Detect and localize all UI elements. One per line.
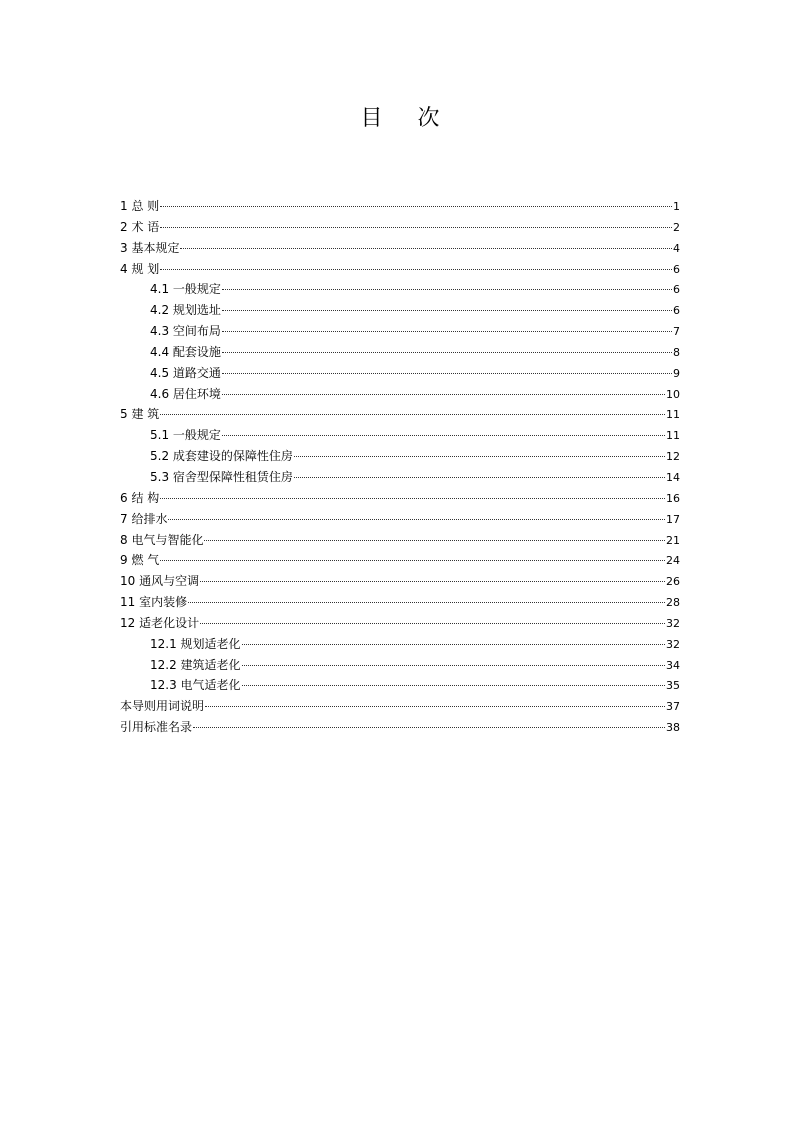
toc-entry-page-number: 37 — [666, 700, 680, 714]
toc-entry[interactable] — [120, 571, 680, 592]
toc-entry[interactable] — [120, 196, 680, 217]
toc-entry[interactable] — [120, 530, 680, 551]
dot-leader — [222, 435, 665, 436]
dot-leader — [193, 727, 665, 728]
toc-entry-page-number: 2 — [673, 220, 680, 234]
dot-leader — [160, 227, 672, 228]
toc-entry[interactable] — [120, 404, 680, 425]
toc-entry-page-number: 1 — [673, 200, 680, 213]
toc-entry[interactable] — [120, 217, 680, 238]
toc-entry-page-number: 6 — [673, 262, 680, 276]
toc-entry-page-number: 35 — [666, 679, 680, 693]
dot-leader — [294, 456, 665, 457]
toc-entry[interactable] — [120, 384, 680, 405]
dot-leader — [222, 331, 672, 332]
table-of-contents — [120, 196, 680, 738]
toc-entry[interactable] — [120, 279, 680, 300]
toc-entry-label: 11 室内装修 — [120, 595, 188, 610]
toc-entry-label: 3 基本规定 — [120, 240, 180, 255]
toc-entry-label: 4.1 一般规定 — [150, 282, 221, 297]
toc-entry-label: 10 通风与空调 — [120, 574, 200, 589]
toc-entry-label: 5.1 一般规定 — [150, 428, 221, 443]
toc-entry[interactable] — [120, 717, 680, 738]
toc-entry[interactable] — [120, 238, 680, 259]
toc-entry-label: 4.4 配套设施 — [150, 344, 221, 359]
dot-leader — [200, 623, 665, 624]
toc-entry[interactable] — [120, 425, 680, 446]
toc-entry-page-number: 14 — [666, 470, 680, 484]
toc-entry-page-number: 4 — [673, 241, 680, 255]
dot-leader — [204, 540, 665, 541]
toc-entry-label: 12.3 电气适老化 — [150, 678, 241, 693]
toc-entry[interactable] — [120, 550, 680, 571]
toc-entry[interactable] — [120, 342, 680, 363]
dot-leader — [160, 269, 672, 270]
toc-entry-page-number: 12 — [666, 450, 680, 464]
toc-entry[interactable] — [120, 675, 680, 696]
toc-entry-label: 4.5 道路交通 — [150, 365, 221, 380]
toc-entry[interactable] — [120, 446, 680, 467]
dot-leader — [222, 373, 672, 374]
toc-entry-label: 9 燃 气 — [120, 553, 160, 568]
toc-entry-page-number: 6 — [673, 283, 680, 297]
toc-entry-label: 8 电气与智能化 — [120, 532, 204, 547]
dot-leader — [222, 394, 665, 395]
toc-entry-page-number: 7 — [673, 325, 680, 339]
dot-leader — [180, 248, 672, 249]
dot-leader — [188, 602, 665, 603]
toc-entry-label: 6 结 构 — [120, 490, 160, 505]
dot-leader — [242, 685, 665, 686]
toc-entry-page-number: 34 — [666, 658, 680, 672]
toc-entry-label: 4.3 空间布局 — [150, 324, 221, 339]
toc-entry-page-number: 28 — [666, 596, 680, 610]
toc-entry-page-number: 24 — [666, 554, 680, 568]
toc-entry[interactable] — [120, 634, 680, 655]
toc-entry[interactable] — [120, 300, 680, 321]
dot-leader — [168, 519, 665, 520]
toc-entry[interactable] — [120, 696, 680, 717]
toc-entry-page-number: 9 — [673, 366, 680, 380]
toc-entry[interactable] — [120, 363, 680, 384]
toc-entry-label: 7 给排水 — [120, 511, 168, 526]
toc-entry-page-number: 10 — [666, 387, 680, 401]
dot-leader — [160, 560, 665, 561]
dot-leader — [205, 706, 665, 707]
dot-leader — [160, 498, 665, 499]
toc-entry-page-number: 6 — [673, 304, 680, 318]
toc-entry-label: 5.3 宿舍型保障性租赁住房 — [150, 469, 293, 484]
dot-leader — [222, 310, 672, 311]
toc-entry[interactable] — [120, 259, 680, 280]
toc-entry-label: 引用标准名录 — [120, 720, 193, 735]
toc-entry-page-number: 32 — [666, 616, 680, 630]
dot-leader — [242, 665, 665, 666]
toc-entry-page-number: 11 — [666, 408, 680, 422]
toc-entry-page-number: 11 — [666, 429, 680, 443]
toc-entry-label: 12.1 规划适老化 — [150, 636, 241, 651]
dot-leader — [242, 644, 665, 645]
dot-leader — [294, 477, 665, 478]
toc-entry[interactable] — [120, 321, 680, 342]
toc-entry[interactable] — [120, 592, 680, 613]
dot-leader — [222, 289, 672, 290]
toc-entry-label: 1 总 则 — [120, 199, 160, 213]
toc-entry-page-number: 8 — [673, 345, 680, 359]
toc-entry-label: 12.2 建筑适老化 — [150, 657, 241, 672]
toc-entry-label: 12 适老化设计 — [120, 615, 200, 630]
dot-leader — [160, 414, 665, 415]
dot-leader — [160, 206, 672, 207]
toc-entry-page-number: 16 — [666, 491, 680, 505]
toc-entry-page-number: 32 — [666, 637, 680, 651]
toc-entry-label: 4 规 划 — [120, 261, 160, 276]
toc-entry[interactable] — [120, 509, 680, 530]
toc-entry[interactable] — [120, 467, 680, 488]
page-title: 目 次 — [360, 106, 454, 131]
toc-entry-page-number: 26 — [666, 575, 680, 589]
toc-entry-label: 4.2 规划选址 — [150, 303, 221, 318]
toc-entry-page-number: 21 — [666, 533, 680, 547]
toc-entry[interactable] — [120, 488, 680, 509]
toc-entry-label: 本导则用词说明 — [120, 699, 205, 714]
toc-entry[interactable] — [120, 613, 680, 634]
dot-leader — [200, 581, 665, 582]
toc-entry-label: 4.6 居住环境 — [150, 386, 221, 401]
toc-entry-page-number: 17 — [666, 512, 680, 526]
toc-entry-label: 5.2 成套建设的保障性住房 — [150, 449, 293, 464]
toc-entry-label: 5 建 筑 — [120, 407, 160, 422]
toc-entry[interactable] — [120, 655, 680, 676]
toc-entry-label: 2 术 语 — [120, 219, 160, 234]
toc-entry-page-number: 38 — [666, 721, 680, 735]
dot-leader — [222, 352, 672, 353]
